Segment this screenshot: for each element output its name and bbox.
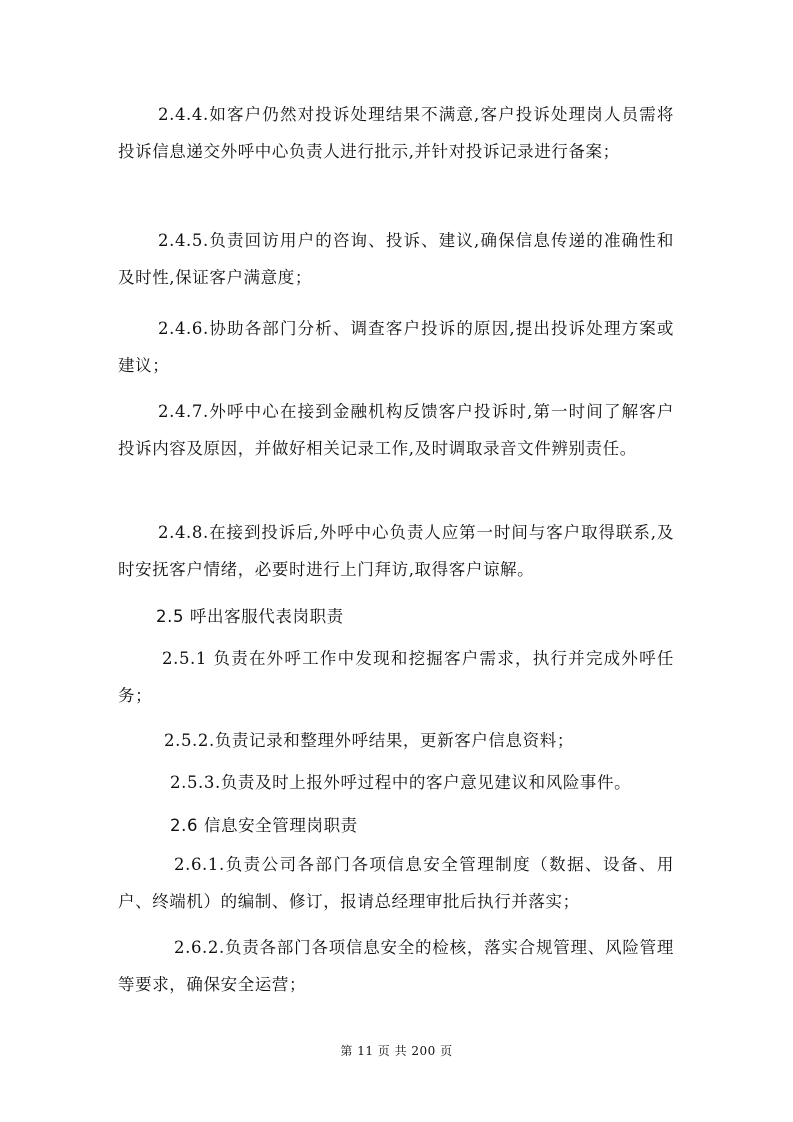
paragraph-2-6-1: 2.6.1.负责公司各部门各项信息安全管理制度（数据、设备、用户、终端机）的编制、修订，报请总经理审批后执行并落实； [118, 855, 674, 911]
paragraph-2-4-6: 2.4.6.协助各部门分析、调查客户投诉的原因,提出投诉处理方案或建议； [118, 319, 674, 375]
page-number-footer: 第 11 页 共 200 页 [340, 1044, 453, 1058]
paragraph-2-4-5: 2.4.5.负责回访用户的咨询、投诉、建议,确保信息传递的准确性和及时性,保证客户满意度； [118, 231, 674, 287]
paragraph-2-4-7: 2.4.7.外呼中心在接到金融机构反馈客户投诉时,第一时间了解客户投诉内容及原因，并做好相关记录工作,及时调取录音文件辨别责任。 [118, 402, 674, 458]
paragraph-2-4-8: 2.4.8.在接到投诉后,外呼中心负责人应第一时间与客户取得联系,及时安抚客户情绪，必要时进行上门拜访,取得客户谅解。 [118, 523, 674, 579]
paragraph-2-6-2: 2.6.2.负责各部门各项信息安全的检核，落实合规管理、风险管理等要求，确保安全运营； [118, 938, 674, 994]
paragraph-2-4-4: 2.4.4.如客户仍然对投诉处理结果不满意,客户投诉处理岗人员需将投诉信息递交外呼中心负责人进行批示,并针对投诉记录进行备案； [118, 105, 674, 161]
paragraph-2-5-2: 2.5.2.负责记录和整理外呼结果，更新客户信息资料； [164, 731, 574, 750]
section-heading-2-6: 2.6 信息安全管理岗职责 [170, 816, 358, 835]
paragraph-2-5-3: 2.5.3.负责及时上报外呼过程中的客户意见建议和风险事件。 [170, 773, 632, 792]
paragraph-2-5-1: 2.5.1 负责在外呼工作中发现和挖掘客户需求，执行并完成外呼任务； [118, 649, 674, 705]
section-heading-2-5: 2.5 呼出客服代表岗职责 [156, 607, 344, 626]
